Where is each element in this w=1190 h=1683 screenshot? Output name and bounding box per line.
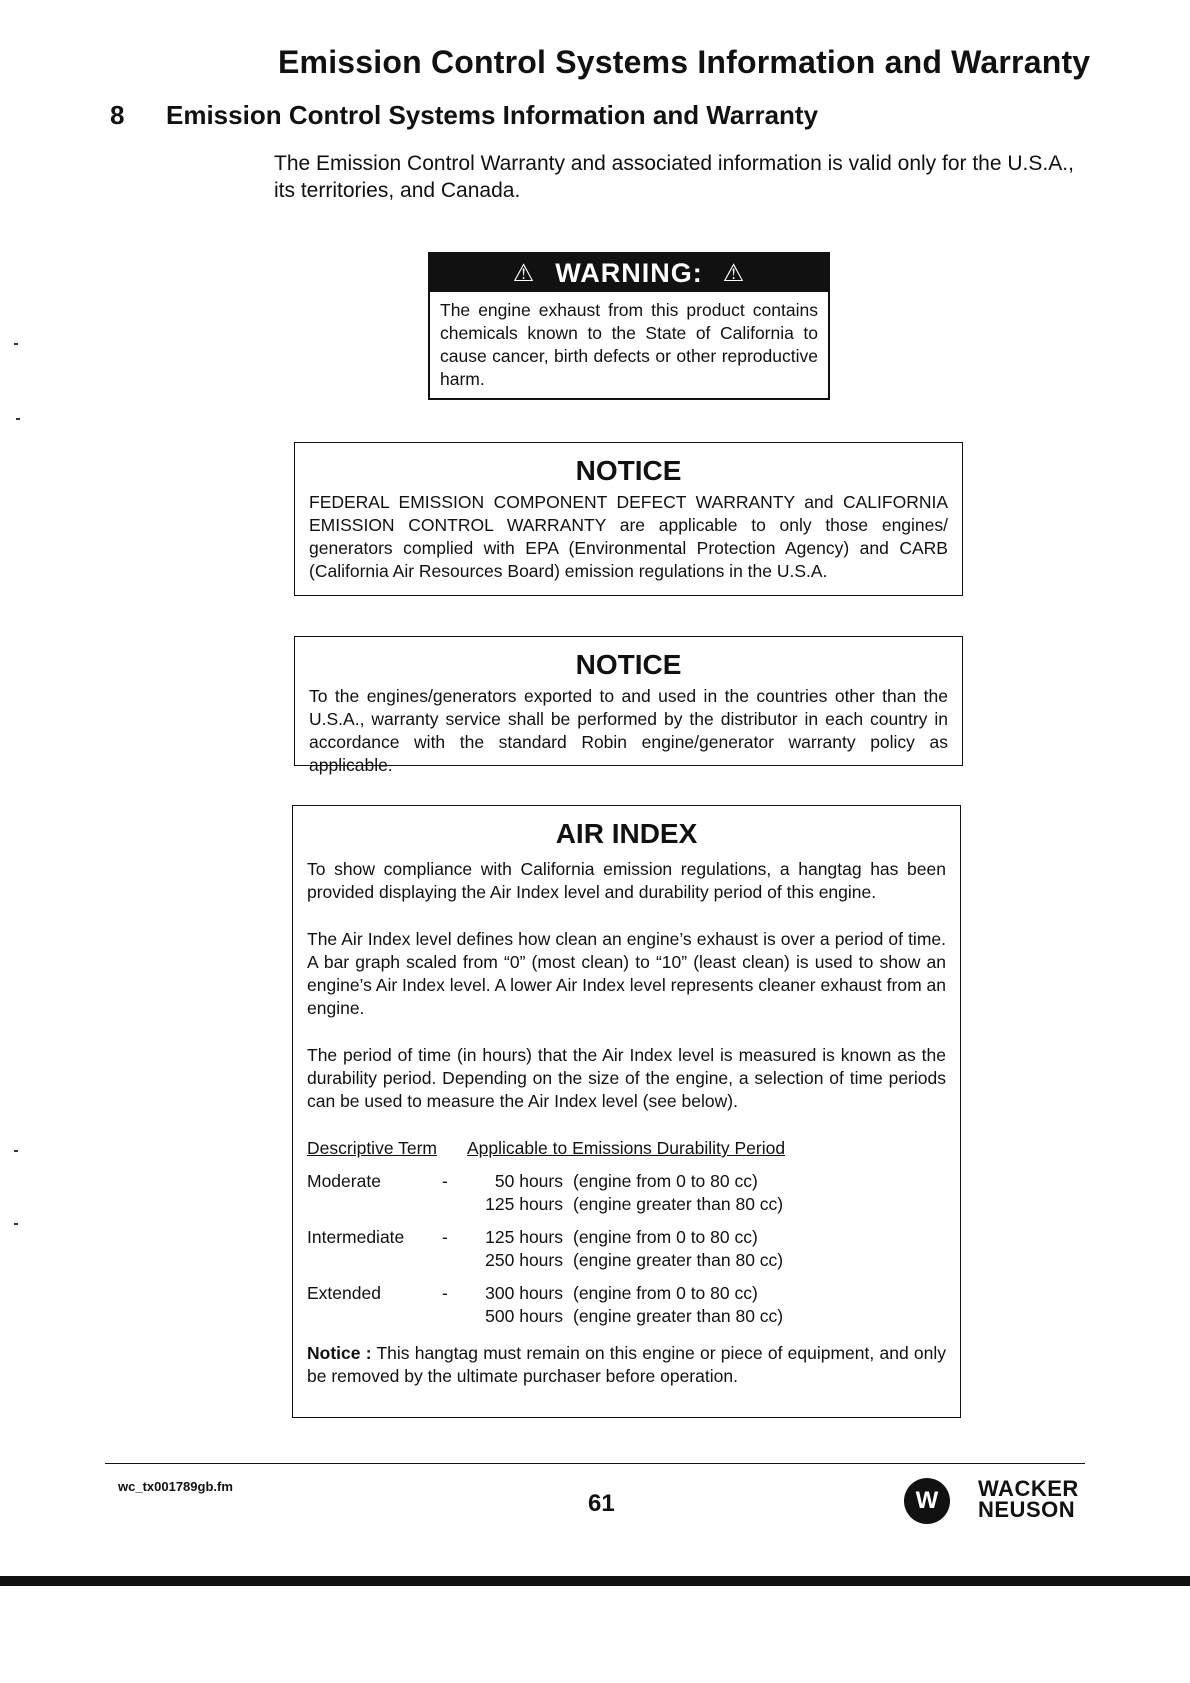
dash-cell: -: [442, 1171, 448, 1191]
notice-title: NOTICE: [575, 455, 682, 486]
hangtag-notice-text: This hangtag must remain on this engine or piece of equipment, and only be removed by the ultimate purchaser before operation.: [307, 1343, 946, 1386]
air-index-paragraph: The Air Index level defines how clean an engine’s exhaust is over a period of time. A bar graph scaled from “0” (most clean) to “10” (least clean) is used to show an engine’s Air Index level. A lower Air Index level represents cleaner exhaust from an engine.: [307, 929, 946, 1018]
hours-cell: 300 hours: [485, 1283, 563, 1303]
table-row: [307, 1170, 946, 1216]
notice-text: FEDERAL EMISSION COMPONENT DEFECT WARRANTY and CALIFORNIA EMISSION CONTROL WARRANTY are applicable to only those engines/ generators complied with EPA (Environmental Protection Agency) and CARB (California Air Resources Board) emission regulations in the U.S.A.: [309, 492, 948, 581]
page-number: 61: [588, 1490, 615, 1517]
hours-cell: 125 hours: [485, 1194, 563, 1214]
column-header-term: Descriptive Term: [307, 1138, 437, 1158]
table-header: [307, 1137, 946, 1160]
notice-text: To the engines/generators exported to and used in the countries other than the U.S.A., warranty service shall be performed by the distributor in each country in accordance with the standard Robin engine/generator warranty policy as applicable.: [309, 686, 948, 775]
section-title: Emission Control Systems Information and Warranty: [166, 100, 819, 130]
warning-triangle-icon: ⚠: [512, 259, 536, 287]
air-index-paragraph: To show compliance with California emission regulations, a hangtag has been provided displaying the Air Index level and durability period of this engine.: [307, 859, 946, 902]
term-cell: Moderate: [307, 1171, 381, 1191]
engine-desc-cell: (engine greater than 80 cc): [573, 1250, 784, 1270]
scan-bottom-bar: [0, 1576, 1190, 1586]
hours-cell: 50 hours: [494, 1171, 563, 1191]
warning-text: The engine exhaust from this product contains chemicals known to the State of California to cause cancer, birth defects or other reproductive harm.: [440, 300, 818, 389]
term-cell: Intermediate: [307, 1227, 405, 1247]
footer-file-name: wc_tx001789gb.fm: [118, 1479, 233, 1494]
term-cell: Extended: [307, 1283, 381, 1303]
engine-desc-cell: (engine from 0 to 80 cc): [573, 1171, 758, 1191]
section-number: 8: [110, 100, 125, 130]
engine-desc-cell: (engine from 0 to 80 cc): [573, 1227, 758, 1247]
hangtag-notice-label: Notice :: [307, 1343, 372, 1363]
table-row: [307, 1226, 946, 1272]
wacker-neuson-logo-icon: W: [904, 1478, 950, 1524]
notice-title: NOTICE: [575, 649, 682, 680]
air-index-box: [292, 805, 961, 1418]
margin-mark: [14, 1223, 18, 1225]
dash-cell: -: [442, 1283, 448, 1303]
engine-desc-cell: (engine greater than 80 cc): [573, 1306, 784, 1326]
warning-label: WARNING:: [555, 257, 703, 288]
brand-line: NEUSON: [978, 1497, 1076, 1522]
hangtag-notice: [307, 1342, 946, 1388]
column-header-period: Applicable to Emissions Durability Period: [467, 1138, 786, 1158]
notice-box-export: [294, 636, 963, 775]
margin-mark: [14, 343, 18, 345]
notice-box-federal: [294, 442, 963, 596]
hours-cell: 250 hours: [485, 1250, 563, 1270]
running-header-title: Emission Control Systems Information and Warranty: [278, 44, 1091, 80]
table-row: [307, 1282, 946, 1328]
hours-cell: 125 hours: [485, 1227, 563, 1247]
brand-logo-text: [978, 1478, 1079, 1520]
intro-paragraph: The Emission Control Warranty and associated information is valid only for the U.S.A., its territories, and Canada.: [274, 152, 1074, 202]
footer-divider: [105, 1463, 1085, 1464]
brand-line: WACKER: [978, 1476, 1079, 1501]
margin-mark: [16, 418, 20, 420]
dash-cell: -: [442, 1227, 448, 1247]
air-index-title: AIR INDEX: [555, 818, 698, 849]
engine-desc-cell: (engine greater than 80 cc): [573, 1194, 784, 1214]
hours-cell: 500 hours: [485, 1306, 563, 1326]
margin-mark: [14, 1150, 18, 1152]
warning-triangle-icon: ⚠: [722, 259, 746, 287]
warning-header: [430, 254, 828, 292]
engine-desc-cell: (engine from 0 to 80 cc): [573, 1283, 758, 1303]
warning-box: [428, 252, 830, 400]
air-index-paragraph: The period of time (in hours) that the Air Index level is measured is known as the durability period. Depending on the size of the engine, a selection of time periods can be used to measure the Air Index level (see below).: [307, 1045, 946, 1111]
durability-table: [307, 1137, 946, 1328]
